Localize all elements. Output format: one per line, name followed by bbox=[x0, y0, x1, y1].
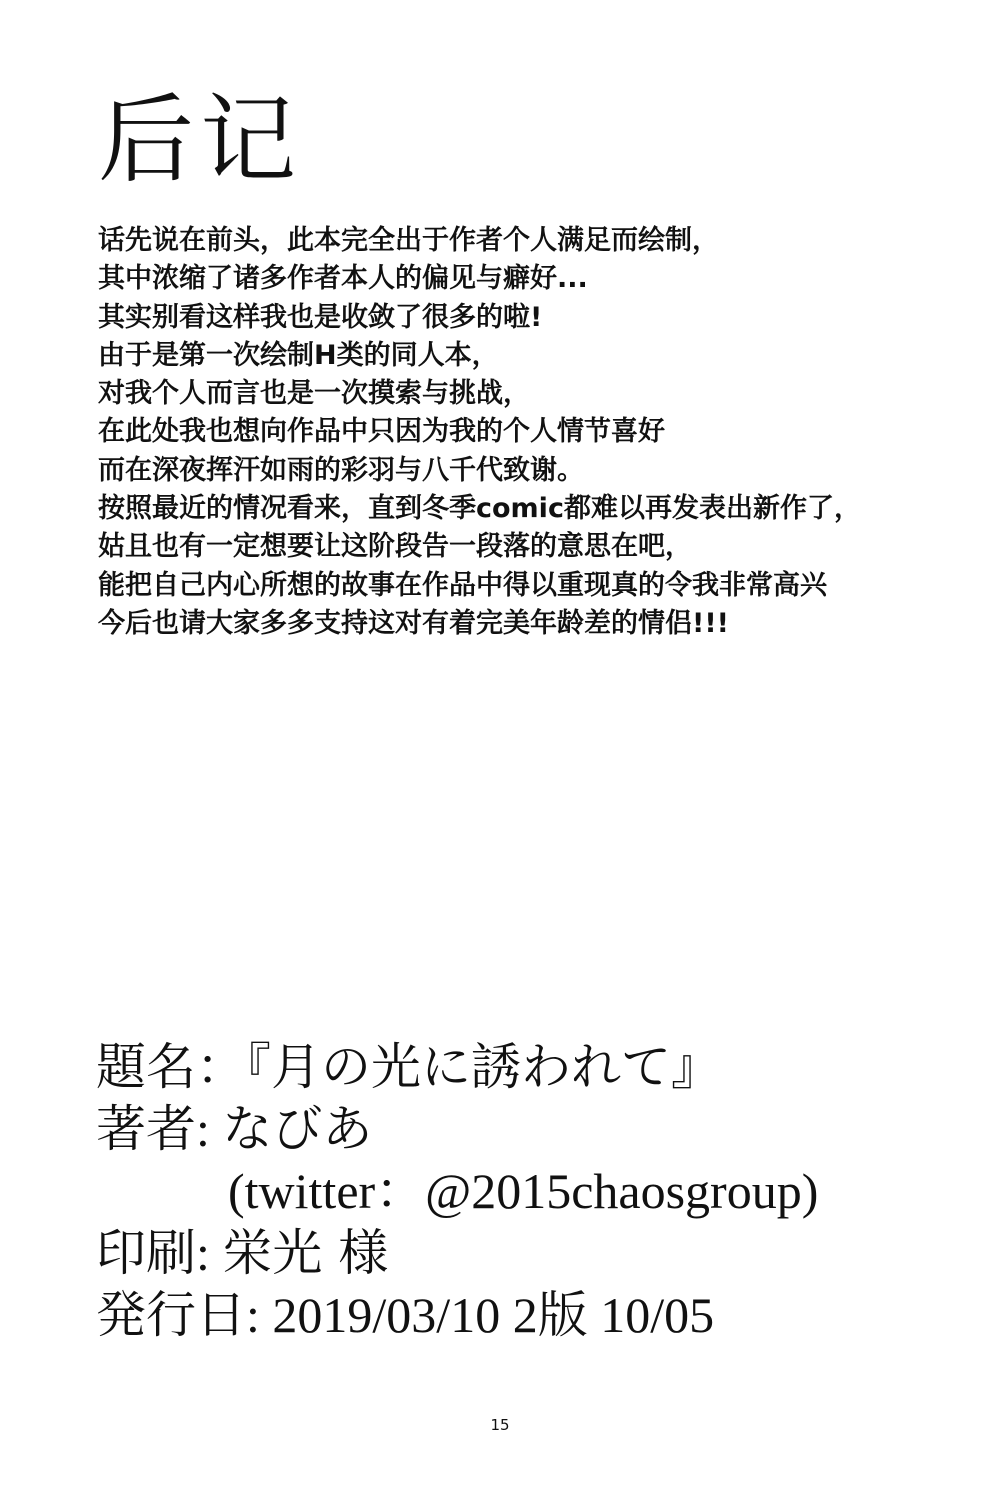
printer-label: 印刷 bbox=[96, 1224, 196, 1282]
twitter-handle: (twitter：@2015chaosgroup) bbox=[228, 1163, 819, 1219]
colophon-printer-row bbox=[96, 1222, 818, 1284]
colophon bbox=[96, 1036, 818, 1346]
title-value: 『月の光に誘われて』 bbox=[246, 1038, 721, 1096]
printer-value: 栄光 様 bbox=[222, 1224, 389, 1282]
page-number: 15 bbox=[490, 1416, 510, 1434]
colophon-date-row bbox=[96, 1284, 818, 1346]
title-separator: ： bbox=[196, 1038, 246, 1096]
afterword-line: 姑且也有一定想要让这阶段告一段落的意思在吧， bbox=[98, 531, 692, 563]
author-value: なびあ bbox=[222, 1100, 373, 1158]
date-value: 2019/03/10 2版 10/05 bbox=[272, 1287, 715, 1343]
afterword-title: 后记 bbox=[98, 84, 302, 196]
title-label: 題名 bbox=[96, 1038, 196, 1096]
afterword-line: 其中浓缩了诸多作者本人的偏见与癖好... bbox=[98, 263, 588, 295]
afterword-line: 在此处我也想向作品中只因为我的个人情节喜好 bbox=[98, 416, 665, 448]
afterword-line: 按照最近的情况看来，直到冬季comic都难以再发表出新作了， bbox=[98, 493, 861, 525]
date-separator: : bbox=[246, 1287, 273, 1343]
afterword-line: 今后也请大家多多支持这对有着完美年龄差的情侣!!! bbox=[98, 607, 729, 639]
colophon-author-row bbox=[96, 1098, 818, 1160]
date-label: 発行日 bbox=[96, 1286, 246, 1344]
author-label: 著者 bbox=[96, 1100, 196, 1158]
afterword-line: 由于是第一次绘制H类的同人本， bbox=[98, 339, 499, 371]
afterword-line: 而在深夜挥汗如雨的彩羽与八千代致谢。 bbox=[98, 454, 584, 486]
colophon-title-row bbox=[96, 1036, 818, 1098]
afterword-body bbox=[98, 222, 958, 643]
afterword-line: 话先说在前头，此本完全出于作者个人满足而绘制， bbox=[98, 225, 719, 256]
author-separator: : bbox=[196, 1101, 223, 1157]
afterword-line: 对我个人而言也是一次摸索与挑战， bbox=[98, 378, 530, 410]
printer-separator: : bbox=[196, 1225, 223, 1281]
afterword-line: 其实别看这样我也是收敛了很多的啦! bbox=[98, 301, 543, 333]
afterword-line: 能把自己内心所想的故事在作品中得以重现真的令我非常高兴 bbox=[98, 569, 827, 601]
